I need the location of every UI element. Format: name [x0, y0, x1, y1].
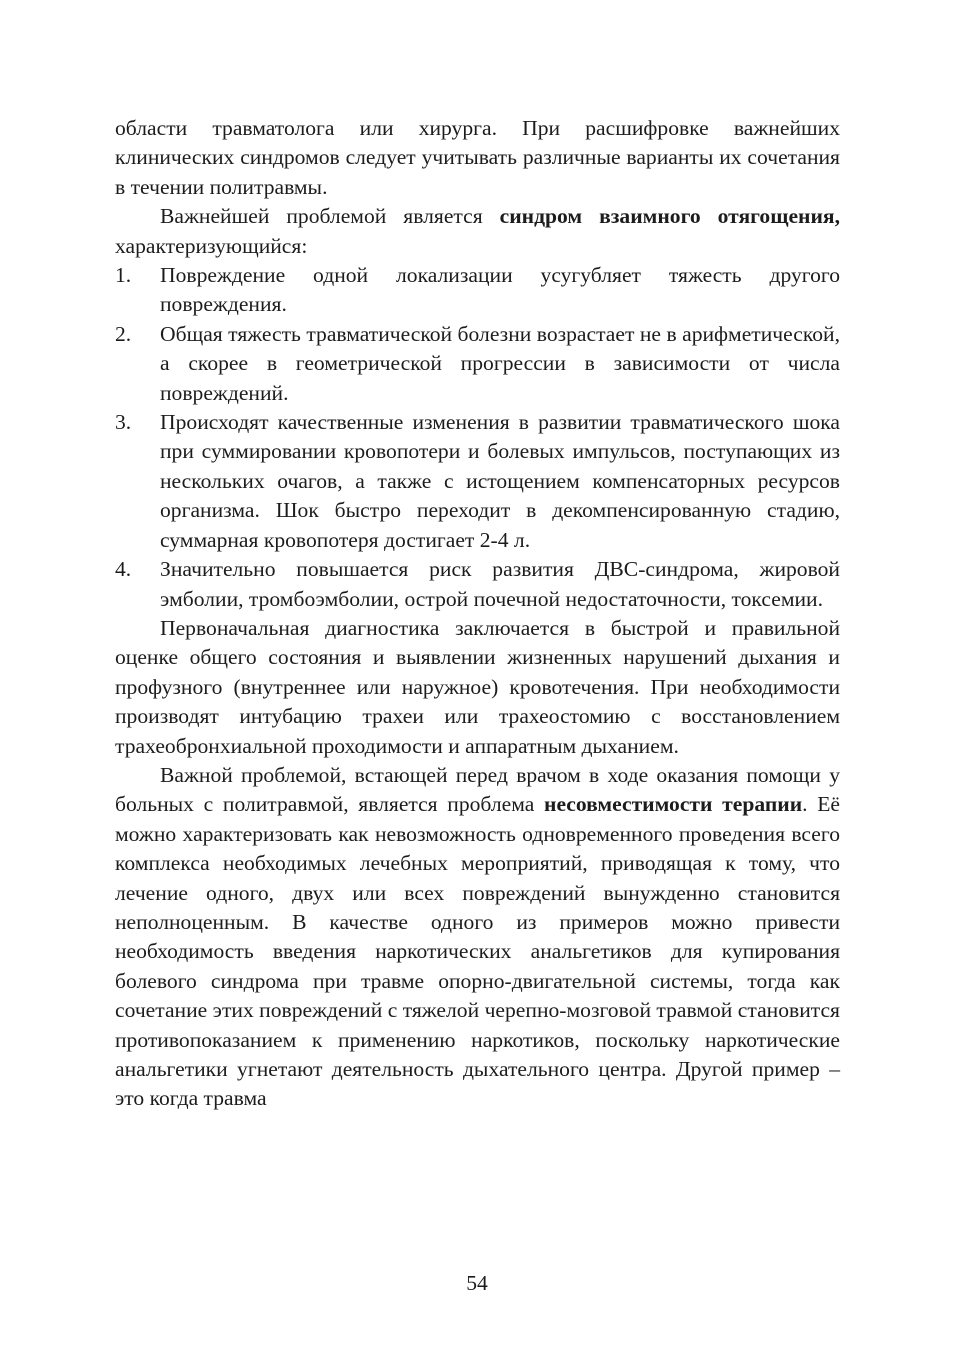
paragraph-3: Первоначальная диагностика заключается в быстрой и правильной оценке общего состояния и выявлении жизненных нарушений дыхания и профузного (внутреннее или наружное) кровотечения. При необходимости производят интубацию трахеи или трахеостомию с восстановлением трахеобронхиальной проходимости и аппаратным дыханием.	[115, 615, 840, 758]
paragraph-4-text-c: . Её можно характеризовать как невозможность одновременного проведения всего комплекса необходимых лечебных мероприятий, приводящая к тому, что лечение одного, двух или всех повреждений вынужденно становится неполноценным. В качестве одного из примеров можно привести необходимость введения наркотических анальгетиков для купирования болевого синдрома при травме опорно-двигательной системы, тогда как сочетание этих повреждений с тяжелой черепно-мозговой травмой становится противопоказанием к применению наркотиков, поскольку наркотические анальгетики угнетают деятельность дыхательного центра. Другой пример – это когда травма	[115, 792, 841, 1111]
list-item-number: 4.	[115, 557, 132, 582]
list-item-text: Значительно повышается риск развития ДВС-синдрома, жировой эмболии, тромбоэмболии, острой почечной недостаточности, токсемии.	[160, 557, 840, 611]
list-item-text: Повреждение одной локализации усугубляет тяжесть другого повреждения.	[160, 263, 840, 317]
list-item	[115, 555, 840, 614]
paragraph-2-text-c: характеризующийся:	[115, 233, 308, 258]
paragraph-1: области травматолога или хирурга. При расшифровке важнейших клинических синдромов следует учитывать различные варианты их сочетания в течении политравмы.	[115, 116, 840, 199]
numbered-list	[115, 261, 840, 614]
paragraph-2-bold-term: синдром взаимного отягощения,	[499, 204, 840, 229]
list-item-number: 2.	[115, 321, 132, 346]
paragraph-2-text-a: Важнейшей проблемой является	[160, 204, 500, 229]
list-item	[115, 261, 840, 320]
page-body	[115, 114, 840, 1114]
list-item	[115, 320, 840, 408]
paragraph-4-text-a: Важной проблемой, встающей перед врачом в ходе оказания помощи у больных с политравмой, является проблема	[115, 762, 840, 817]
list-item-text: Происходят качественные изменения в развитии травматического шока при суммировании кровопотери и болевых импульсов, поступающих из нескольких очагов, а также с истощением компенсаторных ресурсов организма. Шок быстро переходит в декомпенсированную стадию, суммарная кровопотеря достигает 2-4 л.	[160, 410, 840, 552]
page-number: 54	[466, 1271, 488, 1295]
paragraph-2	[115, 202, 840, 261]
paragraph-4	[115, 761, 840, 1114]
list-item-number: 3.	[115, 410, 132, 435]
list-item-number: 1.	[115, 263, 132, 288]
list-item	[115, 408, 840, 555]
list-item-text: Общая тяжесть травматической болезни возрастает не в арифметической, а скорее в геометрической прогрессии в зависимости от числа повреждений.	[160, 321, 840, 405]
paragraph-4-bold-term: несовместимости терапии	[544, 792, 803, 817]
